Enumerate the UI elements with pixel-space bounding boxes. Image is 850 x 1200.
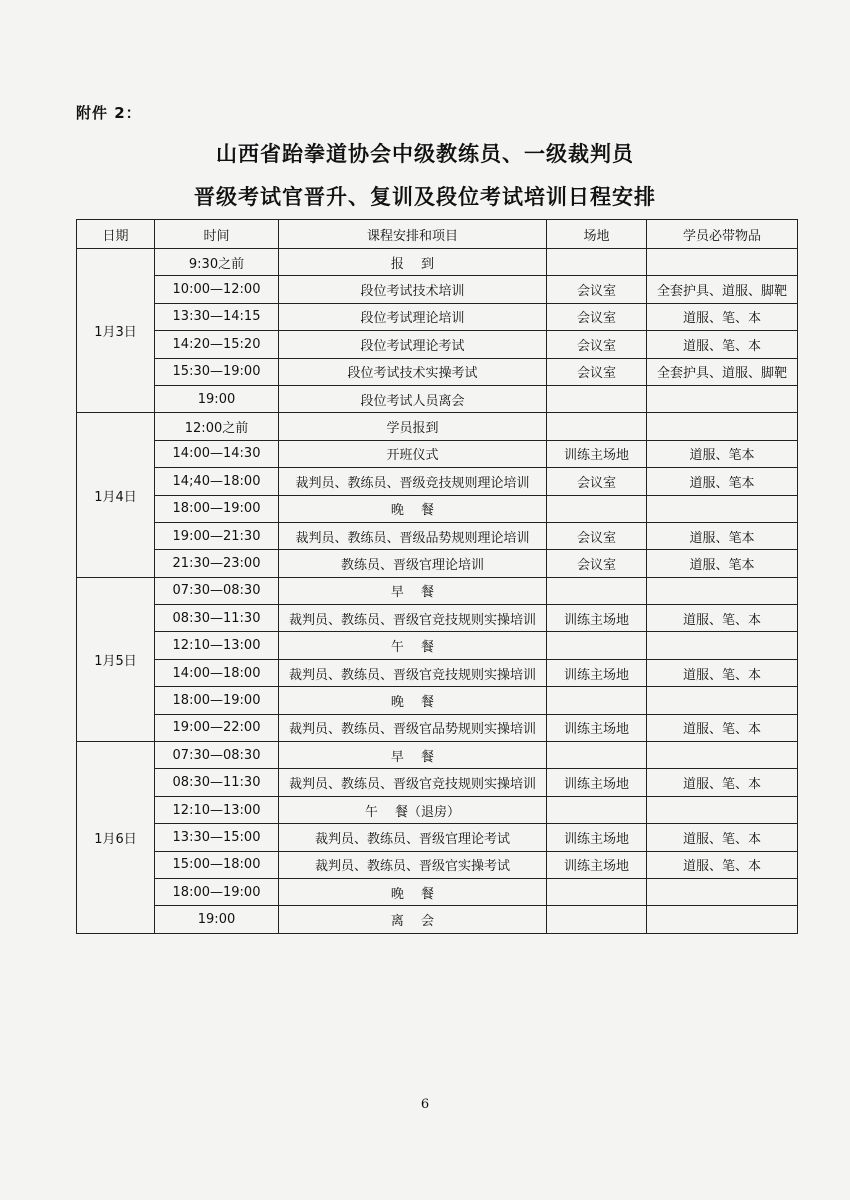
course-cell: 裁判员、教练员、晋级官竞技规则实操培训 — [279, 769, 547, 796]
date-cell: 1月4日 — [77, 413, 155, 577]
time-cell: 13:30—15:00 — [155, 824, 279, 851]
table-row — [77, 878, 798, 905]
schedule-body — [77, 249, 798, 934]
venue-cell — [547, 632, 647, 659]
time-cell: 08:30—11:30 — [155, 769, 279, 796]
date-cell: 1月6日 — [77, 742, 155, 934]
time-cell: 18:00—19:00 — [155, 495, 279, 522]
items-cell — [647, 495, 798, 522]
table-row — [77, 851, 798, 878]
column-header-items: 学员必带物品 — [647, 220, 798, 249]
table-row — [77, 632, 798, 659]
venue-cell: 训练主场地 — [547, 605, 647, 632]
items-cell: 道服、笔、本 — [647, 303, 798, 330]
course-cell: 段位考试理论培训 — [279, 303, 547, 330]
time-cell: 19:00 — [155, 906, 279, 933]
venue-cell: 训练主场地 — [547, 851, 647, 878]
column-header-time: 时间 — [155, 220, 279, 249]
table-row — [77, 550, 798, 577]
time-cell: 14:00—18:00 — [155, 659, 279, 686]
course-cell: 早 餐 — [279, 742, 547, 769]
time-cell: 08:30—11:30 — [155, 605, 279, 632]
table-row — [77, 385, 798, 412]
venue-cell: 训练主场地 — [547, 769, 647, 796]
venue-cell — [547, 906, 647, 933]
course-cell: 裁判员、教练员、晋级品势规则理论培训 — [279, 522, 547, 549]
date-cell: 1月3日 — [77, 249, 155, 413]
table-row — [77, 413, 798, 440]
items-cell: 道服、笔、本 — [647, 331, 798, 358]
table-row — [77, 742, 798, 769]
time-cell: 15:30—19:00 — [155, 358, 279, 385]
course-cell: 裁判员、教练员、晋级官竞技规则实操培训 — [279, 659, 547, 686]
course-cell: 裁判员、教练员、晋级竞技规则理论培训 — [279, 468, 547, 495]
items-cell: 道服、笔、本 — [647, 851, 798, 878]
time-cell: 13:30—14:15 — [155, 303, 279, 330]
time-cell: 07:30—08:30 — [155, 577, 279, 604]
time-cell: 18:00—19:00 — [155, 878, 279, 905]
items-cell: 道服、笔本 — [647, 468, 798, 495]
table-header-row — [77, 220, 798, 249]
table-row — [77, 303, 798, 330]
table-row — [77, 495, 798, 522]
time-cell: 14:00—14:30 — [155, 440, 279, 467]
course-cell: 午 餐（退房） — [279, 796, 547, 823]
items-cell: 道服、笔本 — [647, 440, 798, 467]
items-cell: 道服、笔、本 — [647, 605, 798, 632]
time-cell: 18:00—19:00 — [155, 687, 279, 714]
title-line-2: 晋级考试官晋升、复训及段位考试培训日程安排 — [194, 185, 656, 209]
table-row — [77, 714, 798, 741]
course-cell: 晚 餐 — [279, 687, 547, 714]
venue-cell — [547, 577, 647, 604]
course-cell: 教练员、晋级官理论培训 — [279, 550, 547, 577]
table-row — [77, 659, 798, 686]
table-row — [77, 468, 798, 495]
items-cell — [647, 385, 798, 412]
course-cell: 报 到 — [279, 249, 547, 276]
time-cell: 15:00—18:00 — [155, 851, 279, 878]
time-cell: 10:00—12:00 — [155, 276, 279, 303]
venue-cell: 会议室 — [547, 331, 647, 358]
course-cell: 晚 餐 — [279, 878, 547, 905]
venue-cell: 训练主场地 — [547, 824, 647, 851]
venue-cell — [547, 796, 647, 823]
venue-cell — [547, 413, 647, 440]
venue-cell — [547, 878, 647, 905]
table-row — [77, 276, 798, 303]
course-cell: 早 餐 — [279, 577, 547, 604]
time-cell: 14;40—18:00 — [155, 468, 279, 495]
table-row — [77, 906, 798, 933]
items-cell: 道服、笔、本 — [647, 714, 798, 741]
course-cell: 段位考试技术实操考试 — [279, 358, 547, 385]
time-cell: 12:10—13:00 — [155, 796, 279, 823]
table-row — [77, 522, 798, 549]
items-cell — [647, 878, 798, 905]
venue-cell: 会议室 — [547, 468, 647, 495]
items-cell — [647, 906, 798, 933]
venue-cell: 训练主场地 — [547, 714, 647, 741]
items-cell — [647, 413, 798, 440]
page-number: 6 — [420, 1097, 430, 1112]
items-cell: 道服、笔本 — [647, 550, 798, 577]
time-cell: 14:20—15:20 — [155, 331, 279, 358]
course-cell: 离 会 — [279, 906, 547, 933]
table-row — [77, 605, 798, 632]
column-header-date: 日期 — [77, 220, 155, 249]
time-cell: 9:30之前 — [155, 249, 279, 276]
items-cell — [647, 742, 798, 769]
venue-cell: 训练主场地 — [547, 659, 647, 686]
column-header-venue: 场地 — [547, 220, 647, 249]
schedule-table — [76, 219, 798, 934]
items-cell: 全套护具、道服、脚靶 — [647, 358, 798, 385]
course-cell: 开班仪式 — [279, 440, 547, 467]
items-cell: 道服、笔、本 — [647, 824, 798, 851]
time-cell: 19:00—21:30 — [155, 522, 279, 549]
venue-cell: 会议室 — [547, 522, 647, 549]
venue-cell: 会议室 — [547, 358, 647, 385]
table-row — [77, 824, 798, 851]
table-row — [77, 687, 798, 714]
venue-cell — [547, 385, 647, 412]
course-cell: 段位考试技术培训 — [279, 276, 547, 303]
time-cell: 19:00 — [155, 385, 279, 412]
time-cell: 12:10—13:00 — [155, 632, 279, 659]
course-cell: 段位考试人员离会 — [279, 385, 547, 412]
venue-cell: 会议室 — [547, 276, 647, 303]
venue-cell — [547, 687, 647, 714]
course-cell: 段位考试理论考试 — [279, 331, 547, 358]
venue-cell: 会议室 — [547, 550, 647, 577]
course-cell: 裁判员、教练员、晋级官品势规则实操培训 — [279, 714, 547, 741]
items-cell: 道服、笔本 — [647, 522, 798, 549]
time-cell: 07:30—08:30 — [155, 742, 279, 769]
table-row — [77, 358, 798, 385]
items-cell — [647, 632, 798, 659]
table-row — [77, 331, 798, 358]
items-cell — [647, 577, 798, 604]
items-cell — [647, 687, 798, 714]
course-cell: 学员报到 — [279, 413, 547, 440]
date-cell: 1月5日 — [77, 577, 155, 741]
course-cell: 裁判员、教练员、晋级官竞技规则实操培训 — [279, 605, 547, 632]
course-cell: 晚 餐 — [279, 495, 547, 522]
title-line-1: 山西省跆拳道协会中级教练员、一级裁判员 — [216, 142, 634, 166]
items-cell — [647, 249, 798, 276]
course-cell: 裁判员、教练员、晋级官理论考试 — [279, 824, 547, 851]
table-row — [77, 796, 798, 823]
venue-cell — [547, 249, 647, 276]
table-row — [77, 249, 798, 276]
table-row — [77, 440, 798, 467]
attachment-label: 附件 2： — [76, 104, 142, 122]
course-cell: 裁判员、教练员、晋级官实操考试 — [279, 851, 547, 878]
time-cell: 21:30—23:00 — [155, 550, 279, 577]
items-cell: 道服、笔、本 — [647, 659, 798, 686]
venue-cell — [547, 495, 647, 522]
items-cell: 全套护具、道服、脚靶 — [647, 276, 798, 303]
time-cell: 19:00—22:00 — [155, 714, 279, 741]
time-cell: 12:00之前 — [155, 413, 279, 440]
items-cell — [647, 796, 798, 823]
column-header-course: 课程安排和项目 — [279, 220, 547, 249]
venue-cell: 会议室 — [547, 303, 647, 330]
table-row — [77, 577, 798, 604]
venue-cell: 训练主场地 — [547, 440, 647, 467]
table-row — [77, 769, 798, 796]
course-cell: 午 餐 — [279, 632, 547, 659]
items-cell: 道服、笔、本 — [647, 769, 798, 796]
venue-cell — [547, 742, 647, 769]
